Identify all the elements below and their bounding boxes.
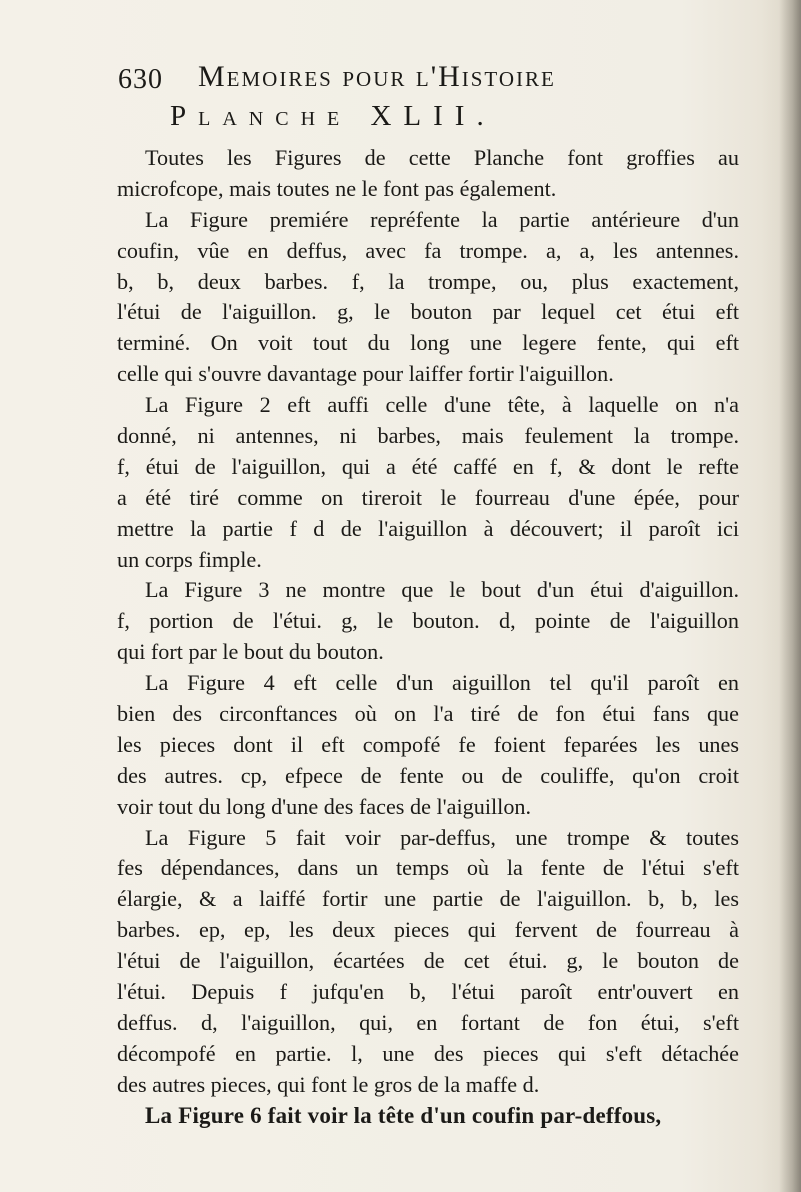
- text-line: La Figure 2 eft auffi celle d'une tête, à laquelle on n'a: [145, 392, 739, 418]
- text-line: des autres. cp, efpece de fente ou de couliffe, qu'on croit: [117, 762, 739, 788]
- text-line: barbes. ep, ep, les deux pieces qui fervent de fourreau à: [117, 917, 739, 943]
- text-line: coufin, vûe en deffus, avec fa trompe. a, a, les antennes.: [117, 237, 739, 263]
- text-line: un corps fimple.: [117, 546, 262, 572]
- text-line: fes dépendances, dans un temps où la fente de l'étui s'eft: [117, 855, 739, 881]
- text-line: élargie, & a laiffé fortir une partie de l'aiguillon. b, b, les: [117, 886, 739, 912]
- text-line: bien des circonftances où on l'a tiré de fon étui fans que: [117, 701, 739, 727]
- text-line: La Figure 6 fait voir la tête d'un coufin par-deffous,: [145, 1102, 662, 1128]
- text-line: b, b, deux barbes. f, la trompe, ou, plus exactement,: [117, 268, 739, 294]
- body-text: [117, 143, 739, 1132]
- text-line: microfcope, mais toutes ne le font pas également.: [117, 175, 557, 201]
- text-line: l'étui de l'aiguillon, écartées de cet étui. g, le bouton de: [117, 948, 739, 974]
- text-line: La Figure premiére repréfente la partie antérieure d'un: [145, 206, 739, 232]
- text-line: La Figure 4 eft celle d'un aiguillon tel qu'il paroît en: [145, 670, 739, 696]
- text-line: donné, ni antennes, ni barbes, mais feulement la trompe.: [117, 423, 739, 449]
- text-line: décompofé en partie. l, une des pieces qui s'eft détachée: [117, 1040, 739, 1066]
- page-number: 630: [118, 64, 163, 95]
- text-line: mettre la partie f d de l'aiguillon à découvert; il paroît ici: [117, 515, 739, 541]
- page-edge-shadow: [779, 0, 801, 1192]
- text-line: deffus. d, l'aiguillon, qui, en fortant de fon étui, s'eft: [117, 1009, 739, 1035]
- text-line: l'étui. Depuis f jufqu'en b, l'étui paroît entr'ouvert en: [117, 979, 739, 1005]
- text-line: La Figure 3 ne montre que le bout d'un étui d'aiguillon.: [145, 577, 739, 603]
- plate-heading: Planche XLII.: [170, 100, 496, 132]
- text-line: l'étui de l'aiguillon. g, le bouton par lequel cet étui eft: [117, 299, 739, 325]
- text-line: f, portion de l'étui. g, le bouton. d, pointe de l'aiguillon: [117, 608, 739, 634]
- text-line: les pieces dont il eft compofé fe foient feparées les unes: [117, 731, 739, 757]
- text-line: Toutes les Figures de cette Planche font groffies au: [145, 145, 739, 170]
- text-line: qui fort par le bout du bouton.: [117, 639, 384, 665]
- text-line: terminé. On voit tout du long une legere fente, qui eft: [117, 330, 739, 356]
- text-line: f, étui de l'aiguillon, qui a été caffé en f, & dont le refte: [117, 453, 739, 479]
- running-title: Memoires pour l'Histoire: [198, 60, 556, 93]
- text-line: voir tout du long d'une des faces de l'aiguillon.: [117, 793, 532, 819]
- text-line: a été tiré comme on tireroit le fourreau d'une épée, pour: [117, 484, 739, 510]
- running-head: [118, 60, 678, 100]
- text-line: des autres pieces, qui font le gros de la maffe d.: [117, 1071, 540, 1097]
- text-line: La Figure 5 fait voir par-deffus, une trompe & toutes: [145, 824, 739, 850]
- text-line: celle qui s'ouvre davantage pour laiffer fortir l'aiguillon.: [117, 361, 614, 387]
